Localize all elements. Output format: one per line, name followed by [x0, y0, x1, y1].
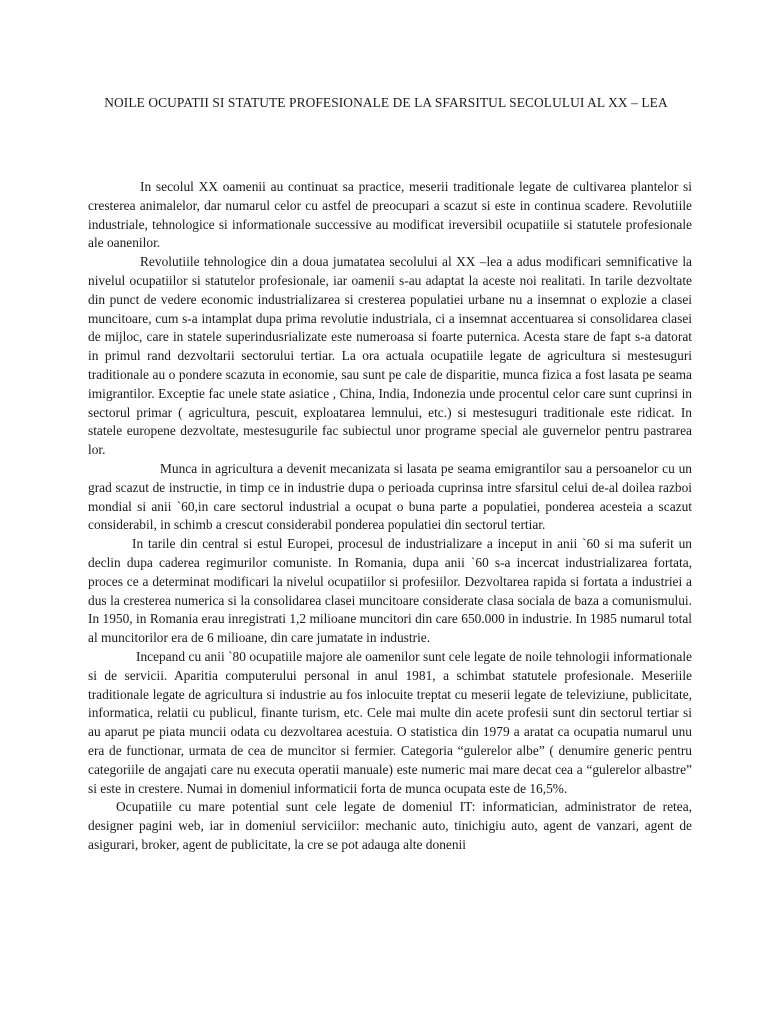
document-title: NOILE OCUPATII SI STATUTE PROFESIONALE DE LA SFARSITUL SECOLULUI AL XX – LEA — [104, 95, 668, 110]
paragraph-5: Incepand cu anii `80 ocupatiile majore ale oamenilor sunt cele legate de noile tehnologii informationale si de servicii. Aparitia computerului personal in anul 1981, a schimbat statutele profesionale. Meseriile traditionale legate de agricultura si industrie au fos inlocuite treptat cu meserii legate de televiziune, publicitate, informatica, relatii cu publicul, finante turism, etc. Cele mai multe din acete profesii sunt din sectorul tertiar si au aparut pe piata muncii odata cu dezvoltarea acestuia. O statistica din 1979 a aratat ca ocupatia numarul unu era de functionar, urmata de cea de muncitor si fermier. Categoria “gulerelor albe” ( denumire generic pentru categoriile de angajati care nu executa operatii manuale) este numeric mai mare decat cea a “gulerelor albastre” si este in crestere. Numai in domeniul informaticii forta de munca ocupata este de 16,5%. — [88, 648, 692, 796]
paragraph-2: Revolutiile tehnologice din a doua jumatatea secolului al XX –lea a adus modificari semnificative la nivelul ocupatiilor si statutelor profesionale, iar oamenii s-au adaptat la aceste noi realitati. In tarile dezvoltate din punct de vedere economic industrializarea si cresterea populatiei urbane nu a insemnat o explozie a clasei muncitoare, cum s-a intamplat dupa prima revolutie industriala, ci a insemnat accentuarea si consolidarea clasei de mijloc, care in statele superindusrializate este numeroasa si foarte puternica. Acesta stare de fapt s-a datorat in primul rand dezvoltarii sectorului tertiar. La ora actuala ocupatiile legate de agricultura si mestesuguri traditionale au o pondere scazuta in economie, sau sunt pe cale de disparitie, munca fizica a fost lasata pe seama imigrantilor. Exceptie fac unele state asiatice , China, India, Indonezia unde procentul celor care sunt cuprinsi in sectorul primar ( agricultura, pescuit, exploatarea lemnului, etc.) si mestesuguri traditionale este ridicat. In statele europene dezvoltate, mestesugurile fac subiectul unor programe special ale guvernelor pentru pastrarea lor. — [88, 254, 692, 458]
paragraph-3: Munca in agricultura a devenit mecanizata si lasata pe seama emigrantilor sau a persoanelor cu un grad scazut de instructie, in timp ce in industrie dupa o perioada cuprinsa intre sfarsitul celui de-al doilea razboi mondial si anii `60,in care sectorul industrial a ocupat o buna parte a populatiei, ponderea acesteia a scazut considerabil, in schimb a crescut considerabil ponderea populatiei din sectorul tertiar. — [88, 460, 692, 533]
paragraph-4: In tarile din central si estul Europei, procesul de industrializare a inceput in anii `60 si ma suferit un declin dupa caderea regimurilor comuniste. In Romania, dupa anii `60 s-a incercat industrializarea fortata, proces ce a determinat modificari la nivelul ocupatiilor si profesiilor. Dezvoltarea rapida si fortata a industriei a dus la cresterea numerica si la consolidarea clasei muncitoare considerate clasa sociala de baza a comunismului. In 1950, in Romania erau inregistrati 1,2 milioane muncitori din care 650.000 in industrie. In 1985 numarul total al muncitorilor era de 6 milioane, din care jumatate in industrie. — [88, 536, 692, 646]
document-body — [88, 178, 692, 855]
paragraph-1: In secolul XX oamenii au continuat sa practice, meserii traditionale legate de cultivarea plantelor si cresterea animalelor, dar numarul celor cu astfel de preocupari a scazut si este in continua scadere. Revolutiile industriale, tehnologice si informationale successive au modificat ireversibil ocupatiile si statutele profesionale ale oanenilor. — [88, 179, 692, 251]
paragraph-6: Ocupatiile cu mare potential sunt cele legate de domeniul IT: informatician, administrator de retea, designer pagini web, iar in domeniul serviciilor: mechanic auto, tinichigiu auto, agent de vanzari, agent de asigurari, broker, agent de publicitate, la cre se pot adauga alte donenii — [88, 799, 692, 852]
